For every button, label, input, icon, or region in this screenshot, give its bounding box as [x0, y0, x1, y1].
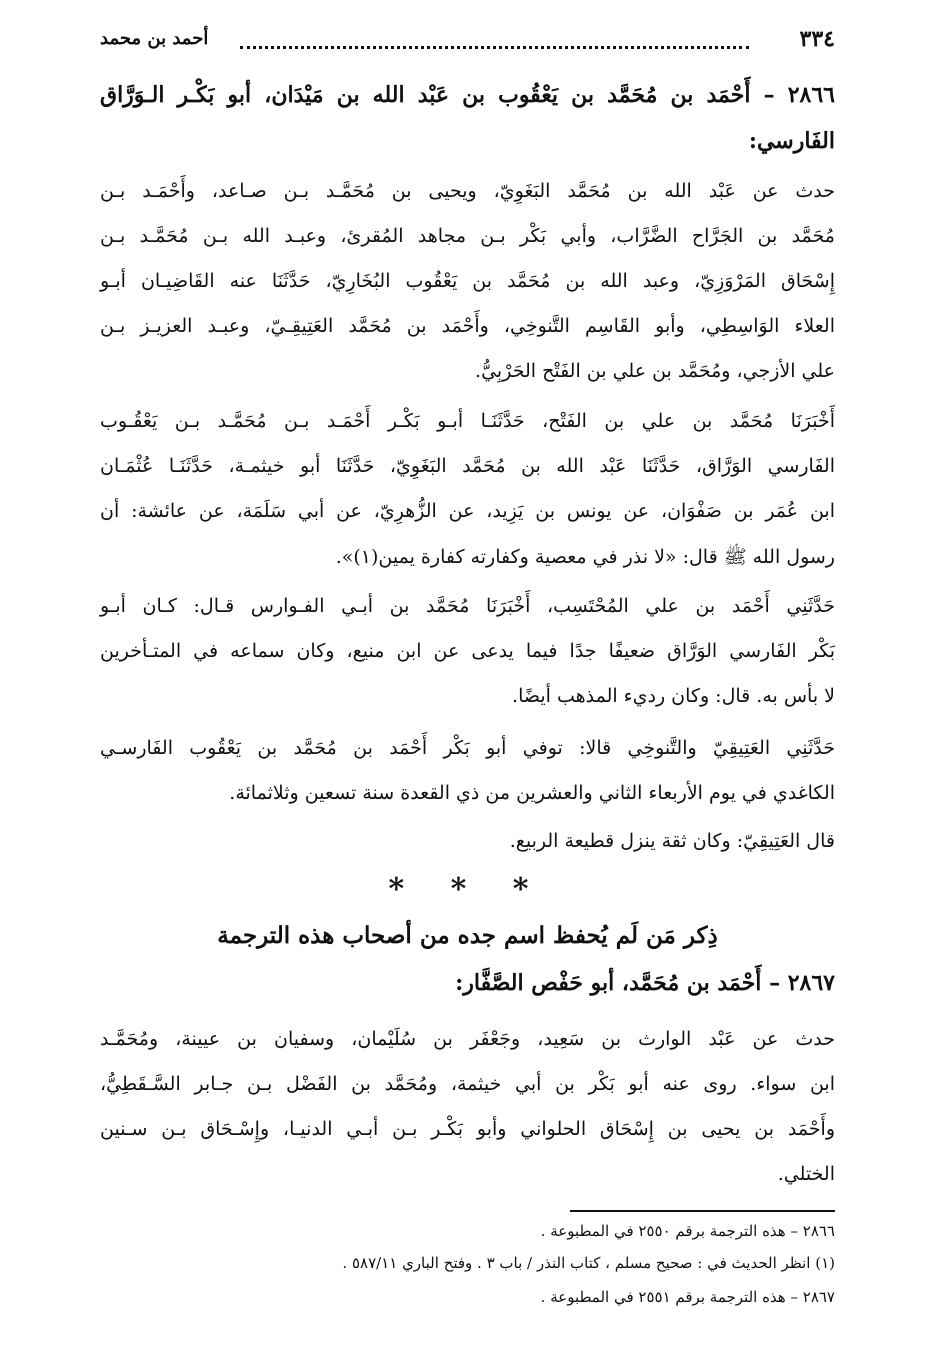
paragraph-line: حدث عن عَبْد الوارث بن سَعِيد، وجَعْفَر بن سُلَيْمان، وسفيان بن عيينة، ومُحَمَّـد	[100, 1028, 835, 1050]
paragraph-line: وأَحْمَد بن يحيى بن إِسْحَاق الحلواني وأبو بَكْـر بـن أبـي الدنيـا، وإِسْـحَاق بـن سـنين	[100, 1118, 836, 1140]
paragraph-line: ابن عُمَر بن صَفْوَان، عن يونس بن يَزِيد، عن الزُّهرِيّ، عن أبي سَلَمَة، عن عائشة: أن	[100, 500, 835, 522]
entry-2866-title-cont: الفَارسي:	[748, 128, 835, 154]
paragraph-line: العلاء الوَاسِطِي، وأبو القَاسِم التَّنوخِي، وأَحْمَد بن مُحَمَّد العَتِيقِـيّ، وعبـد العزيـز بـن	[100, 315, 835, 337]
paragraph-line: رسول الله ﷺ قال: «لا نذر في معصية وكفارته كفارة يمين(١)».	[335, 546, 835, 568]
footnote: ٢٨٦٧ – هذه الترجمة برقم ٢٥٥١ في المطبوعة .	[540, 1288, 835, 1306]
footnote: (١) انظر الحديث في : صحيح مسلم ، كتاب النذر / باب ٣ . وفتح الباري ٥٨٧/١١ .	[342, 1254, 835, 1272]
entry-2866-title: ٢٨٦٦ – أَحْمَد بن مُحَمَّد بن يَعْقُوب بن عَبْد الله بن مَيْدَان، أبو بَكْـر الـوَرَّاق	[100, 82, 835, 108]
leader-dots	[240, 28, 749, 49]
paragraph-line: لا بأس به. قال: وكان رديء المذهب أيضًا.	[512, 685, 835, 707]
paragraph-line: حدث عن عَبْد الله بن مُحَمَّد البَغَوِيّ، ويحيى بن مُحَمَّـد بـن صـاعد، وأَحْمَـد بـن	[100, 180, 835, 202]
paragraph-line: مُحَمَّد بن الجَرَّاح الضَّرَّاب، وأبي بَكْر بـن مجاهد المُقرئ، وعبـد الله بـن مُحَمَّـد بـن	[100, 225, 835, 247]
section-separator: * * *	[388, 872, 547, 907]
footnote: ٢٨٦٦ – هذه الترجمة برقم ٢٥٥٠ في المطبوعة .	[540, 1222, 835, 1240]
paragraph-line: الفَارسي الوَرَّاق، حَدَّثَنَا عَبْد الله بن مُحَمَّد البَغَوِيّ، حَدَّثَنَا أبو خيثمـة، حَدَّثَنَـا عُثْمَـان	[100, 455, 835, 477]
paragraph-line: أَخْبَرَنَا مُحَمَّد بن علي بن الفَتْح، حَدَّثَنَـا أبـو بَكْـر أَحْمَـد بـن مُحَمَّـد بـن يَعْقُـوب	[100, 410, 835, 432]
paragraph-line: علي الأزجي، ومُحَمَّد بن علي بن الفَتْح الحَرْبِيُّ.	[475, 360, 835, 382]
paragraph-line: إِسْحَاق المَرْوَزِيّ، وعبد الله بن مُحَمَّد بن يَعْقُوب البُخَارِيّ، حَدَّثَنَا عنه القَاضِيـان أبـو	[100, 270, 835, 292]
running-title: أحمد بن محمد	[100, 28, 209, 49]
page-number: ٣٣٤	[799, 26, 835, 52]
section-title: ذِكر مَن لَم يُحفظ اسم جده من أصحاب هذه الترجمة	[217, 922, 718, 949]
entry-2867-title: ٢٨٦٧ – أَحْمَد بن مُحَمَّد، أبو حَفْص الصَّفَّار:	[455, 970, 835, 996]
paragraph-line: الختلي.	[777, 1163, 835, 1185]
paragraph-line: قال العَتِيقِيّ: وكان ثقة ينزل قطيعة الربيع.	[509, 830, 835, 852]
paragraph-line: الكاغدي في يوم الأربعاء الثاني والعشرين من ذي القعدة سنة تسعين وثلاثمائة.	[229, 782, 835, 804]
paragraph-line: حَدَّثَنِي أَحْمَد بن علي المُحْتَسِب، أَخْبَرَنَا مُحَمَّد بن أبـي الفـوارس قـال: كـان أبـو	[100, 595, 835, 617]
page-header	[100, 22, 835, 62]
paragraph-line: ابن سواء. روى عنه أبو بَكْر بن أبي خيثمة، ومُحَمَّد بن الفَضْل بـن جـابر السَّـقَطِيُّ،	[100, 1073, 835, 1095]
paragraph-line: حَدَّثَنِي العَتِيقِيّ والتَّنوخِي قالا: توفي أبو بَكْر أَحْمَد بن مُحَمَّد بن يَعْقُوب الفَارسـي	[100, 737, 835, 759]
footnote-rule	[570, 1210, 835, 1212]
paragraph-line: بَكْر الفَارسي الوَرَّاق ضعيفًا جدًا فيما يدعى عن ابن منيع، وكان سماعه في المتـأخرين	[100, 640, 835, 662]
